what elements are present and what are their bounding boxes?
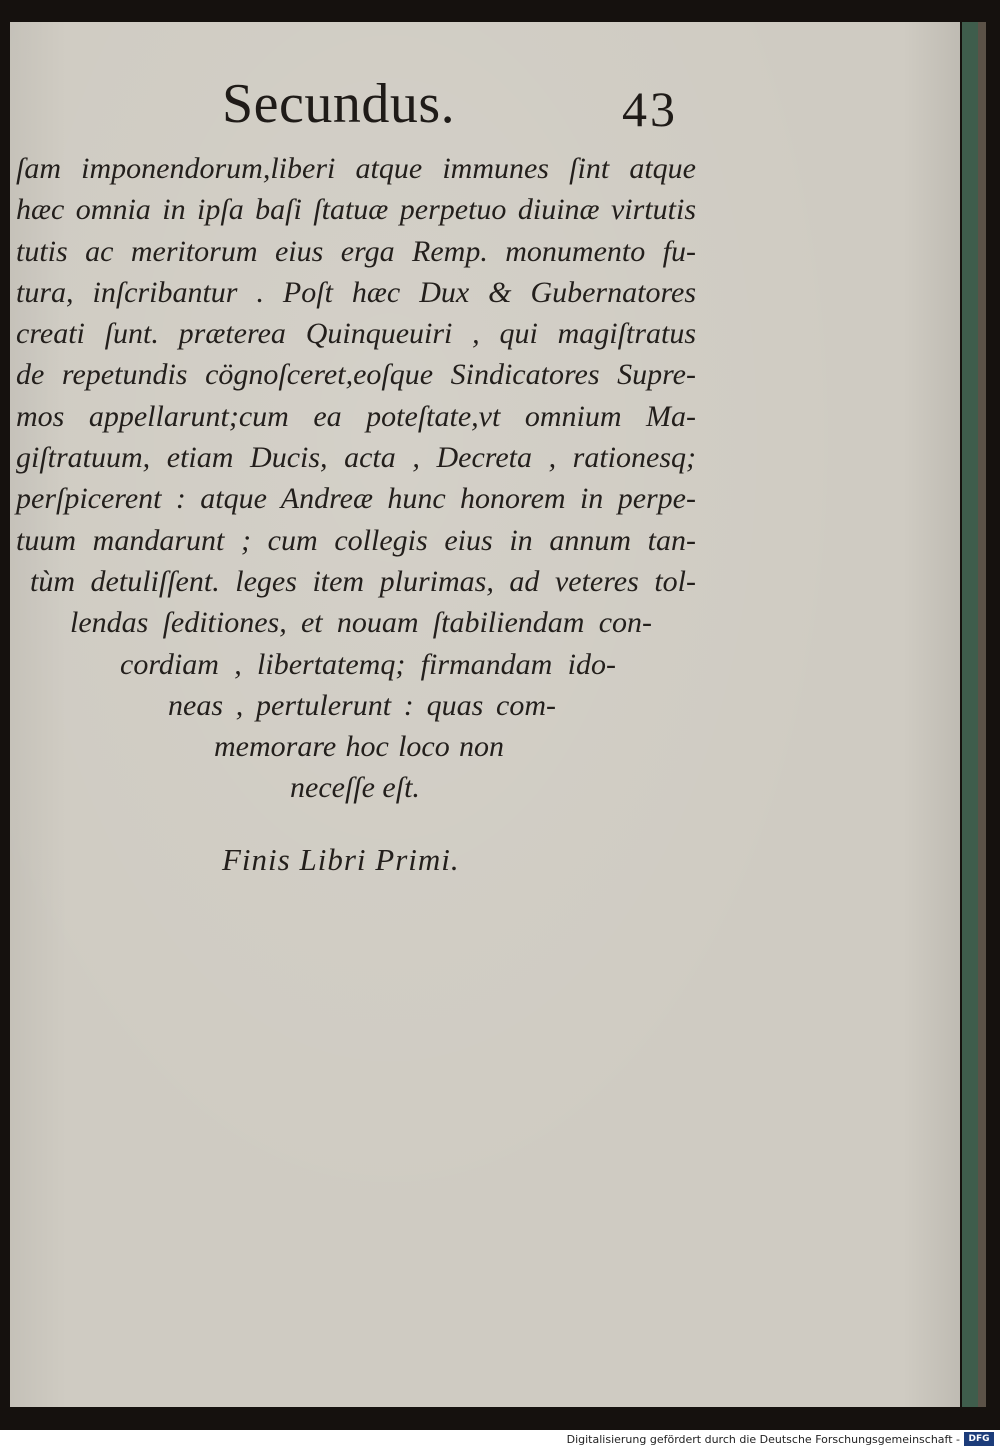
- text-line: memorare hoc loco non: [214, 730, 504, 764]
- page-number: 43: [622, 81, 678, 137]
- text-line: creati ſunt. præterea Quinqueuiri , qui magiſtratus: [16, 317, 696, 351]
- text-line: ſam imponendorum,liberi atque immunes ſint atque: [16, 152, 696, 185]
- colophon: Finis Libri Primi.: [222, 842, 460, 877]
- text-line: tura, inſcribantur . Poſt hæc Dux & Gubernatores: [16, 275, 696, 309]
- text-line: tuum mandarunt ; cum collegis eius in annum tan-: [16, 523, 696, 557]
- text-line: neas , pertulerunt : quas com-: [168, 688, 556, 722]
- dfg-logo-icon: DFG: [964, 1432, 994, 1446]
- text-line: lendas ſeditiones, et nouam ſtabiliendam con-: [70, 606, 652, 640]
- text-line: tùm detuliſſent. leges item plurimas, ad veteres tol-: [30, 564, 696, 598]
- page-edge: [962, 22, 978, 1407]
- footer-bar: [0, 1430, 1000, 1450]
- text-line: mos appellarunt;cum ea poteſtate,vt omnium Ma-: [16, 399, 696, 433]
- funding-credit: Digitalisierung gefördert durch die Deutsche Forschungsgemeinschaft -: [566, 1433, 960, 1446]
- running-title: Secundus.: [222, 73, 456, 135]
- text-line: neceſſe eſt.: [290, 771, 420, 805]
- body-text: [16, 148, 706, 809]
- page-edge-shadow: [978, 22, 986, 1407]
- text-line: giſtratuum, etiam Ducis, acta , Decreta , rationesq;: [16, 441, 696, 475]
- text-line: tutis ac meritorum eius erga Remp. monumento fu-: [16, 234, 696, 268]
- text-line: de repetundis cögnoſceret,eoſque Sindicatores Supre-: [16, 358, 696, 392]
- text-line: hæc omnia in ipſa baſi ſtatuæ perpetuo diuinæ virtutis: [16, 193, 696, 227]
- text-line: cordiam , libertatemq; firmandam ido-: [120, 647, 616, 681]
- text-line: perſpicerent : atque Andreæ hunc honorem in perpe-: [16, 482, 696, 516]
